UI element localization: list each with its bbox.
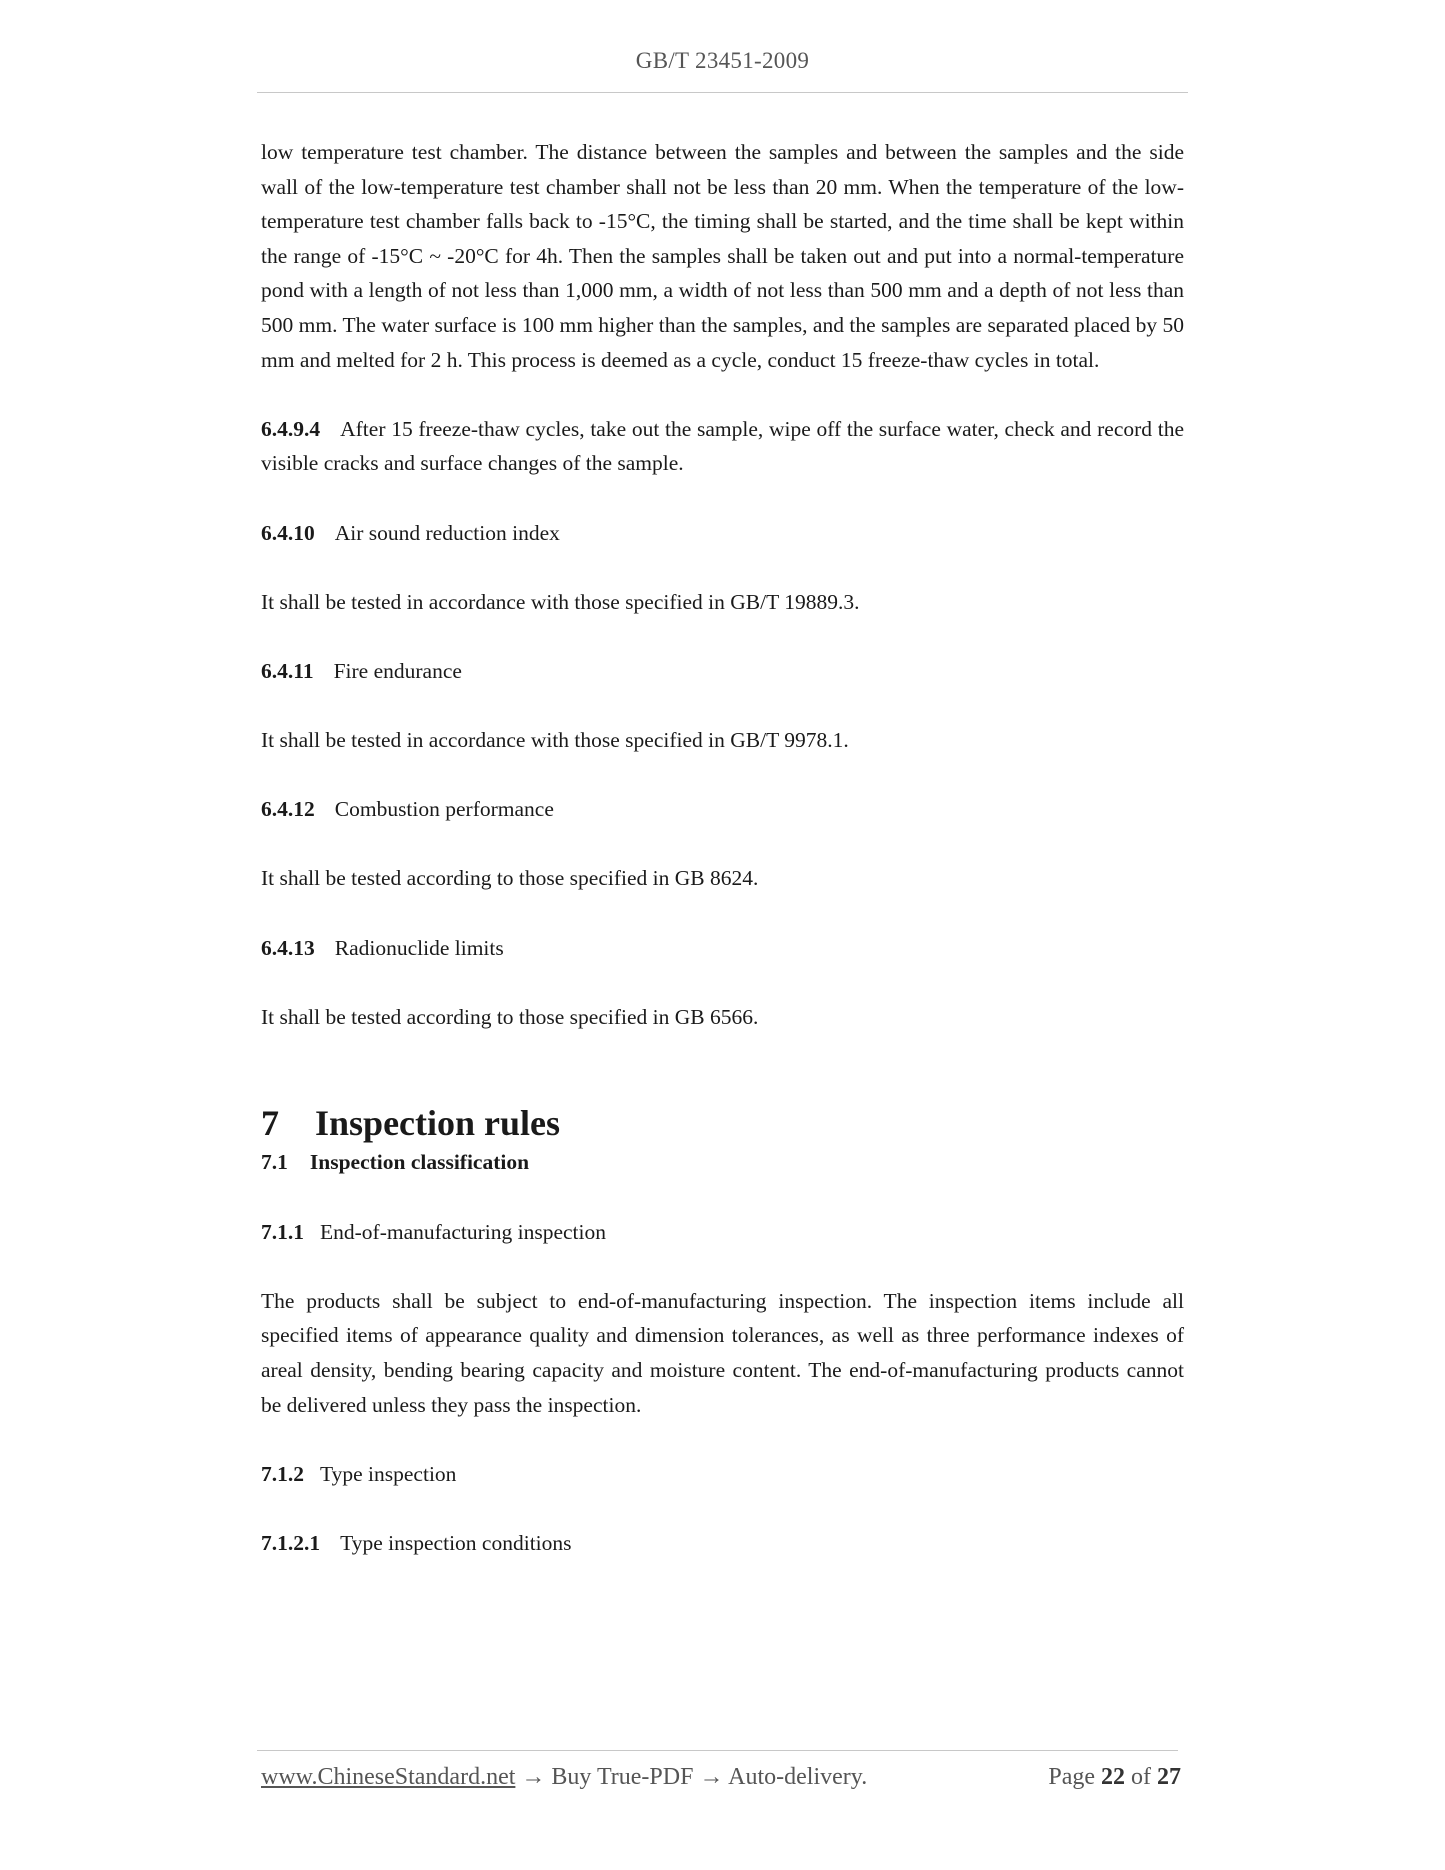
clause-6-4-13-text: It shall be tested according to those specified in GB 6566. [261,1004,759,1029]
document-body [261,135,1184,1561]
clause-7-1-2-1-heading [261,1526,1184,1561]
chapter-title: Inspection rules [315,1103,561,1144]
clause-7-1-1-text: The products shall be subject to end-of-manufacturing inspection. The inspection items include all specified items of appearance quality and dimension tolerances, as well as three performance indexes of areal density, bending bearing capacity and moisture content. The end-of-manufacturing products cannot be delivered unless they pass the inspection. [261,1288,1184,1417]
clause-title: Type inspection conditions [340,1530,572,1555]
clause-6-4-12-text: It shall be tested according to those specified in GB 8624. [261,866,759,891]
clause-7-1-2-heading [261,1457,1184,1492]
clause-7-1-1-heading [261,1215,1184,1250]
section-7-1-heading [261,1145,1184,1180]
page-total: 27 [1157,1764,1181,1790]
clause-6-4-10-heading [261,516,1184,551]
chapter-number: 7 [261,1103,279,1144]
clause-6-4-9-4 [261,412,1184,481]
clause-number: 6.4.13 [261,935,315,960]
clause-number: 6.4.9.4 [261,416,321,441]
footer-divider [257,1750,1178,1751]
clause-number: 7.1.2.1 [261,1530,321,1555]
page-label: Page [1048,1764,1095,1790]
clause-number: 6.4.11 [261,658,314,683]
clause-6-4-12-heading [261,792,1184,827]
header-divider [257,92,1188,93]
page-header-title: GB/T 23451-2009 [635,48,810,73]
page-current: 22 [1101,1764,1125,1790]
section-title: Inspection classification [309,1150,530,1175]
arrow-right-icon: → [521,1764,546,1790]
clause-6-4-10-text: It shall be tested in accordance with those specified in GB/T 19889.3. [261,589,860,614]
section-number: 7.1 [261,1150,288,1175]
clause-6-4-11-text: It shall be tested in accordance with those specified in GB/T 9978.1. [261,728,849,753]
clause-6-4-13-heading [261,931,1184,966]
clause-title: Air sound reduction index [334,520,560,545]
auto-delivery-text: Auto-delivery. [728,1764,868,1790]
clause-number: 7.1.2 [261,1461,304,1486]
paragraph-intro: low temperature test chamber. The distance between the samples and between the samples and the side wall of the low-temperature test chamber shall not be less than 20 mm. When the temperature of the low-temperature test chamber falls back to -15°C, the timing shall be started, and the time shall be kept within the range of -15°C ~ -20°C for 4h. Then the samples shall be taken out and put into a normal-temperature pond with a length of not less than 1,000 mm, a width of not less than 500 mm and a depth of not less than 500 mm. The water surface is 100 mm higher than the samples, and the samples are separated placed by 50 mm and melted for 2 h. This process is deemed as a cycle, conduct 15 freeze-thaw cycles in total. [261,140,1184,372]
buy-true-pdf-text: Buy True-PDF [551,1764,694,1790]
clause-6-4-11-heading [261,654,1184,689]
clause-title: Type inspection [320,1461,457,1486]
clause-text: After 15 freeze-thaw cycles, take out the sample, wipe off the surface water, check and record the visible cracks and surface changes of the sample. [261,416,1184,476]
chapter-7-heading [261,1101,1184,1145]
page-indicator [1048,1764,1181,1791]
clause-title: Combustion performance [334,797,554,822]
arrow-right-icon: → [699,1764,724,1790]
clause-number: 6.4.12 [261,797,315,822]
clause-title: Fire endurance [333,658,462,683]
website-link[interactable]: www.ChineseStandard.net [261,1764,516,1790]
clause-number: 6.4.10 [261,520,315,545]
clause-title: End-of-manufacturing inspection [320,1219,606,1244]
clause-number: 7.1.1 [261,1219,304,1244]
footer-promo [261,1764,867,1791]
clause-title: Radionuclide limits [334,935,504,960]
page-of-label: of [1131,1764,1151,1790]
